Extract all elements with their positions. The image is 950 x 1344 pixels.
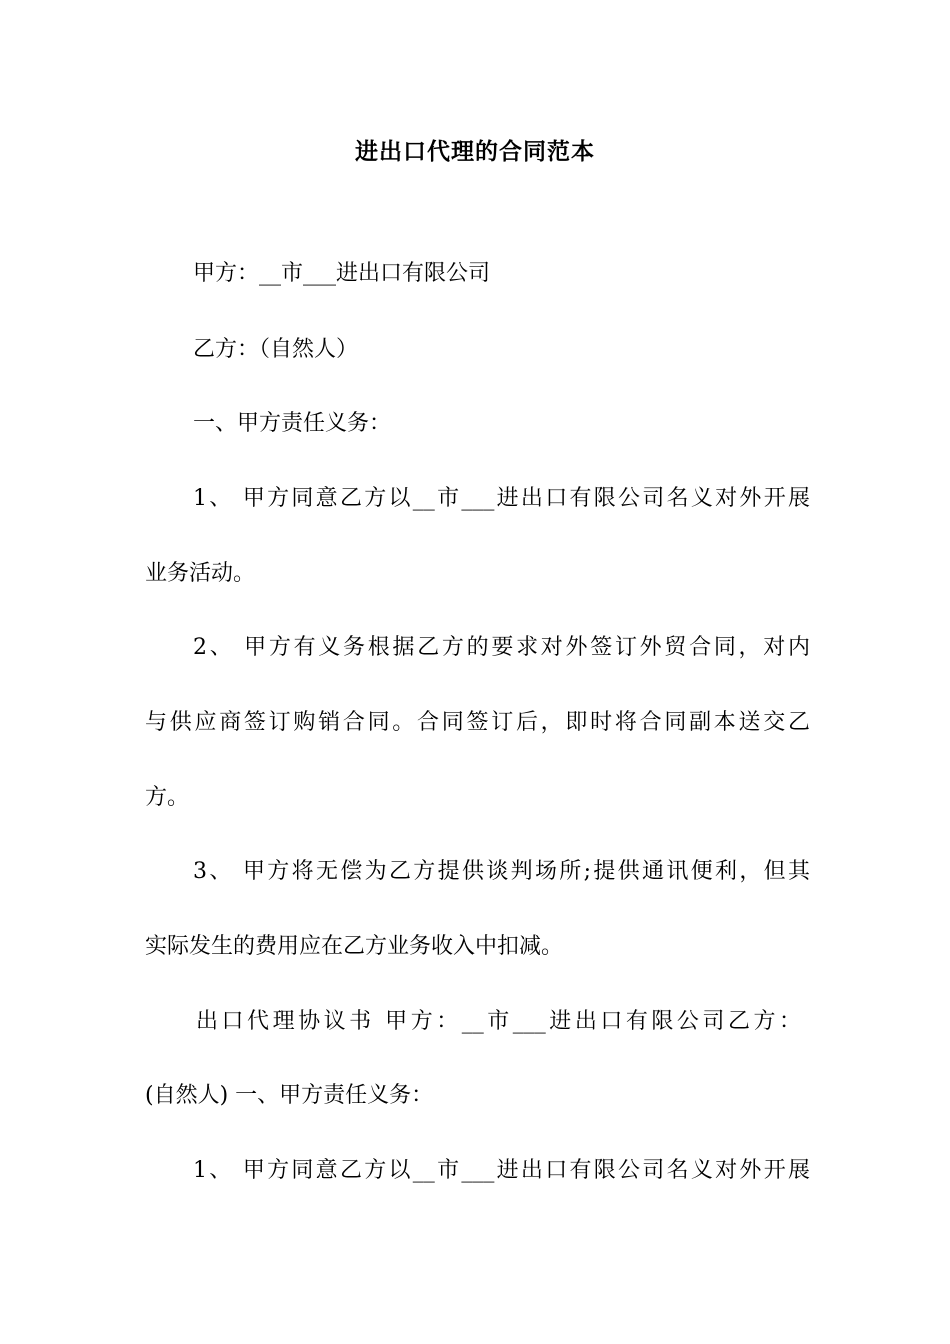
repeat-clause-1-line-1: 1、 甲方同意乙方以__市___进出口有限公司名义对外开展 [193, 1158, 810, 1183]
agreement-summary-line-1: 出口代理协议书 甲方：__市___进出口有限公司乙方： [196, 1009, 801, 1034]
party-b-line: 乙方：（自然人） [193, 337, 359, 362]
agreement-summary-line-2: (自然人) 一、甲方责任义务： [145, 1083, 434, 1108]
clause-2-line-2: 与供应商签订购销合同。合同签订后，即时将合同副本送交乙 [145, 710, 810, 735]
clause-3-line-2: 实际发生的费用应在乙方业务收入中扣减。 [145, 934, 564, 959]
section-heading-party-a-duties: 一、甲方责任义务： [193, 411, 392, 436]
clause-2-line-3: 方。 [145, 785, 190, 810]
clause-1-line-1: 1、 甲方同意乙方以__市___进出口有限公司名义对外开展 [193, 486, 810, 511]
clause-1-line-2: 业务活动。 [145, 561, 256, 586]
document-title: 进出口代理的合同范本 [355, 139, 595, 165]
clause-3-line-1: 3、 甲方将无偿为乙方提供谈判场所;提供通讯便利，但其 [193, 859, 810, 884]
clause-2-line-1: 2、 甲方有义务根据乙方的要求对外签订外贸合同，对内 [193, 635, 810, 660]
party-a-line: 甲方：__市___进出口有限公司 [193, 261, 491, 286]
